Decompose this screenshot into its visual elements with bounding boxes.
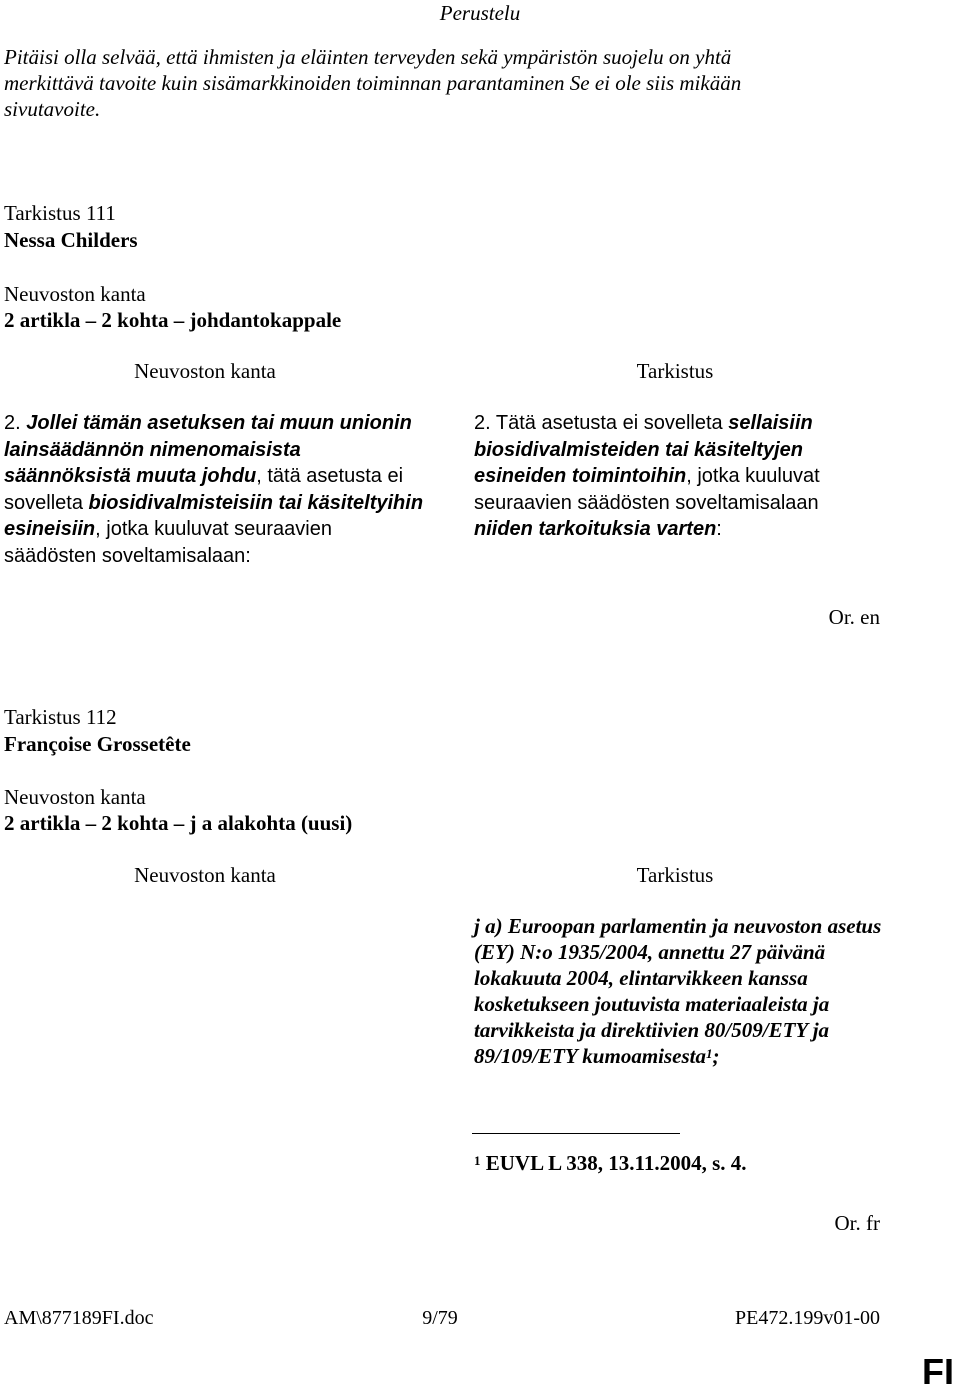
perustelu-text: Pitäisi olla selvää, että ihmisten ja eläinten terveyden sekä ympäristön suojelu on yhtä merkittävä tavoite kuin sisämarkkinoiden toiminnan parantaminen Se ei ole siis mikään sivutavoite. [4, 45, 742, 121]
footnote-separator [472, 1133, 680, 1134]
amendment-111-right-header: Tarkistus [636, 359, 714, 383]
amendment-111-amendment-text [474, 410, 874, 543]
text-segment-changed: ; [712, 1044, 720, 1068]
amendment-112-number: Tarkistus 112 [4, 705, 117, 729]
amendment-111-council-text [4, 410, 424, 569]
amendment-111-proposal: Neuvoston kanta [4, 282, 146, 306]
amendment-112-right-header: Tarkistus [636, 863, 714, 887]
amendment-111-number: Tarkistus 111 [4, 201, 116, 225]
footnote-text: EUVL L 338, 13.11.2004, s. 4. [480, 1151, 747, 1175]
text-segment-changed: biosidivalmisteisiin tai käsiteltyihin esineisiin [4, 491, 424, 540]
footer-page-number: 9/79 [422, 1307, 458, 1329]
footer-reference: PE472.199v01-00 [735, 1307, 880, 1329]
amendment-111-author: Nessa Childers [4, 228, 138, 252]
amendment-112-original-language: Or. fr [834, 1211, 880, 1235]
amendment-112-proposal: Neuvoston kanta [4, 785, 146, 809]
text-segment: : [716, 518, 722, 540]
amendment-111-left-header: Neuvoston kanta [134, 359, 276, 383]
footnote-number: 1 [474, 1153, 481, 1168]
footnote-reference: 1 [705, 1046, 713, 1061]
footer-document-id: AM\877189FI.doc [4, 1307, 154, 1329]
text-segment: 2. Tätä asetusta ei sovelleta [474, 412, 729, 434]
text-segment: , jotka kuuluvat seuraavien säädösten soveltamisalaan [474, 465, 820, 514]
perustelu-heading: Perustelu [439, 1, 521, 25]
text-segment: 2. [4, 412, 27, 434]
footnote [474, 1150, 747, 1176]
amendment-111-original-language: Or. en [828, 605, 880, 629]
text-segment-changed: niiden tarkoituksia varten [474, 518, 717, 540]
text-segment: , jotka kuuluvat seuraavien säädösten soveltamisalaan: [4, 518, 332, 567]
footer-language-code: FI [922, 1351, 954, 1392]
text-segment: , tätä asetusta ei sovelleta [4, 465, 404, 514]
text-segment-changed: Jollei tämän asetuksen tai muun unionin lainsäädännön nimenomaisista säännöksistä muuta johdu [4, 412, 412, 487]
amendment-112-location: 2 artikla – 2 kohta – j a alakohta (uusi) [4, 811, 353, 835]
amendment-112-amendment-text [474, 913, 882, 1069]
amendment-111-location: 2 artikla – 2 kohta – johdantokappale [4, 308, 342, 332]
text-segment-changed: j a) Euroopan parlamentin ja neuvoston asetus (EY) N:o 1935/2004, annettu 27 päivänä lokakuuta 2004, elintarvikkeen kanssa kosketukseen joutuvista materiaaleista ja tarvikkeista ja direktiivien 80/509/ETY ja 89/109/ETY kumoamisesta [474, 914, 882, 1068]
amendment-112-author: Françoise Grossetête [4, 732, 191, 756]
amendment-112-left-header: Neuvoston kanta [134, 863, 276, 887]
text-segment-changed: sellaisiin biosidivalmisteiden tai käsiteltyjen esineiden toimintoihin [474, 412, 813, 487]
